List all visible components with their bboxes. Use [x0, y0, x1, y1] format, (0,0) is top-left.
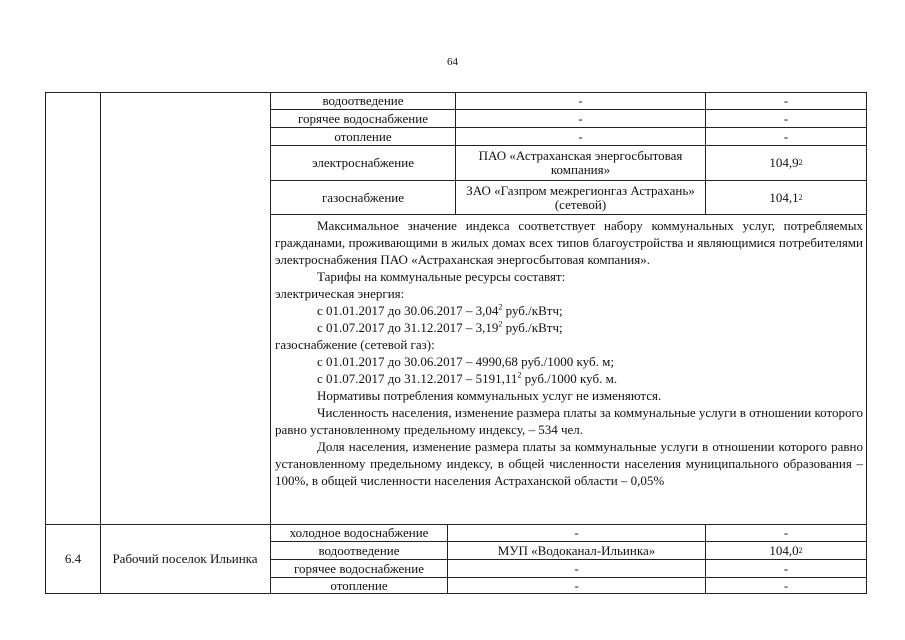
- provider-cell: -: [574, 560, 579, 576]
- norms-paragraph: Нормативы потребления коммунальных услуг не изменяются.: [317, 388, 662, 403]
- index-cell: -: [783, 110, 789, 126]
- electricity-tariff-2: с 01.07.2017 до 31.12.2017 – 3,19$^2$ руб./кВтч;: [317, 319, 563, 335]
- section-number: 6.4: [64, 551, 82, 566]
- gas-tariff-1: с 01.01.2017 до 30.06.2017 – 4990,68 руб./1000 куб. м;: [317, 354, 614, 369]
- service-cell: отопление: [334, 128, 392, 144]
- index-cell: 104,1 2: [769, 189, 803, 205]
- provider-cell: -: [574, 577, 579, 593]
- service-cell: газоснабжение: [321, 189, 405, 205]
- gas-tariff-2: с 01.07.2017 до 31.12.2017 – 5191,11$^2$ руб./1000 куб. м.: [317, 370, 618, 386]
- tariffs-heading: Тарифы на коммунальные ресурсы составят:: [317, 269, 566, 284]
- provider-cell: ЗАО «Газпром межрегионгаз Астрахань» (сетевой): [466, 182, 695, 212]
- max-index-paragraph: Максимальное значение индекса соответствует набору коммунальных услуг, потребляемых гражданами, проживающими в жилых домах всех типов благоустройства и являющимися потребителями электроснабжения ПАО «Астраханская энергосбытовая компания».: [275, 218, 863, 267]
- index-value: 104,9: [769, 155, 799, 170]
- service-cell: горячее водоснабжение: [294, 560, 424, 576]
- tariff-table: [45, 92, 867, 594]
- index-cell: -: [783, 93, 789, 108]
- electricity-tariff-1: с 01.01.2017 до 30.06.2017 – 3,04$^2$ руб./кВтч;: [317, 302, 563, 318]
- index-cell: -: [783, 525, 789, 540]
- provider-cell: -: [578, 93, 583, 108]
- service-cell: электроснабжение: [312, 155, 414, 170]
- notes-text: [275, 217, 863, 489]
- service-cell: отопление: [330, 577, 388, 593]
- service-cell: холодное водоснабжение: [289, 525, 429, 540]
- section-name: Рабочий поселок Ильинка: [112, 551, 258, 566]
- index-cell: -: [783, 560, 789, 576]
- page-number: 64: [447, 56, 458, 68]
- electricity-heading: электрическая энергия:: [275, 286, 405, 301]
- provider-cell: МУП «Водоканал-Ильинка»: [497, 542, 656, 558]
- provider-cell: ПАО «Астраханская энергосбытовая компания»: [478, 148, 683, 177]
- provider-cell: -: [578, 110, 583, 126]
- index-cell: 104,0 2: [769, 542, 803, 558]
- service-cell: горячее водоснабжение: [298, 110, 428, 126]
- population-share-paragraph: Доля населения, изменение размера платы за коммунальные услуги в отношении которого равно установленному предельному индексу, в общей численности населения муниципального образования – 100%, в общей численности населения Астраханской области – 0,05%: [275, 439, 863, 488]
- index-cell: 104,9 2: [769, 155, 803, 170]
- provider-cell: -: [574, 525, 579, 540]
- gas-heading: газоснабжение (сетевой газ):: [275, 337, 435, 352]
- service-cell: водоотведение: [318, 542, 400, 558]
- provider-cell: -: [578, 128, 583, 144]
- index-cell: -: [783, 128, 789, 144]
- index-value: 104,1: [769, 189, 799, 205]
- index-cell: -: [783, 577, 789, 593]
- population-paragraph: Численность населения, изменение размера платы за коммунальные услуги в отношении которого равно установленному предельному индексу, – 534 чел.: [275, 405, 863, 437]
- index-value: 104,0: [769, 542, 799, 558]
- service-cell: водоотведение: [322, 93, 404, 108]
